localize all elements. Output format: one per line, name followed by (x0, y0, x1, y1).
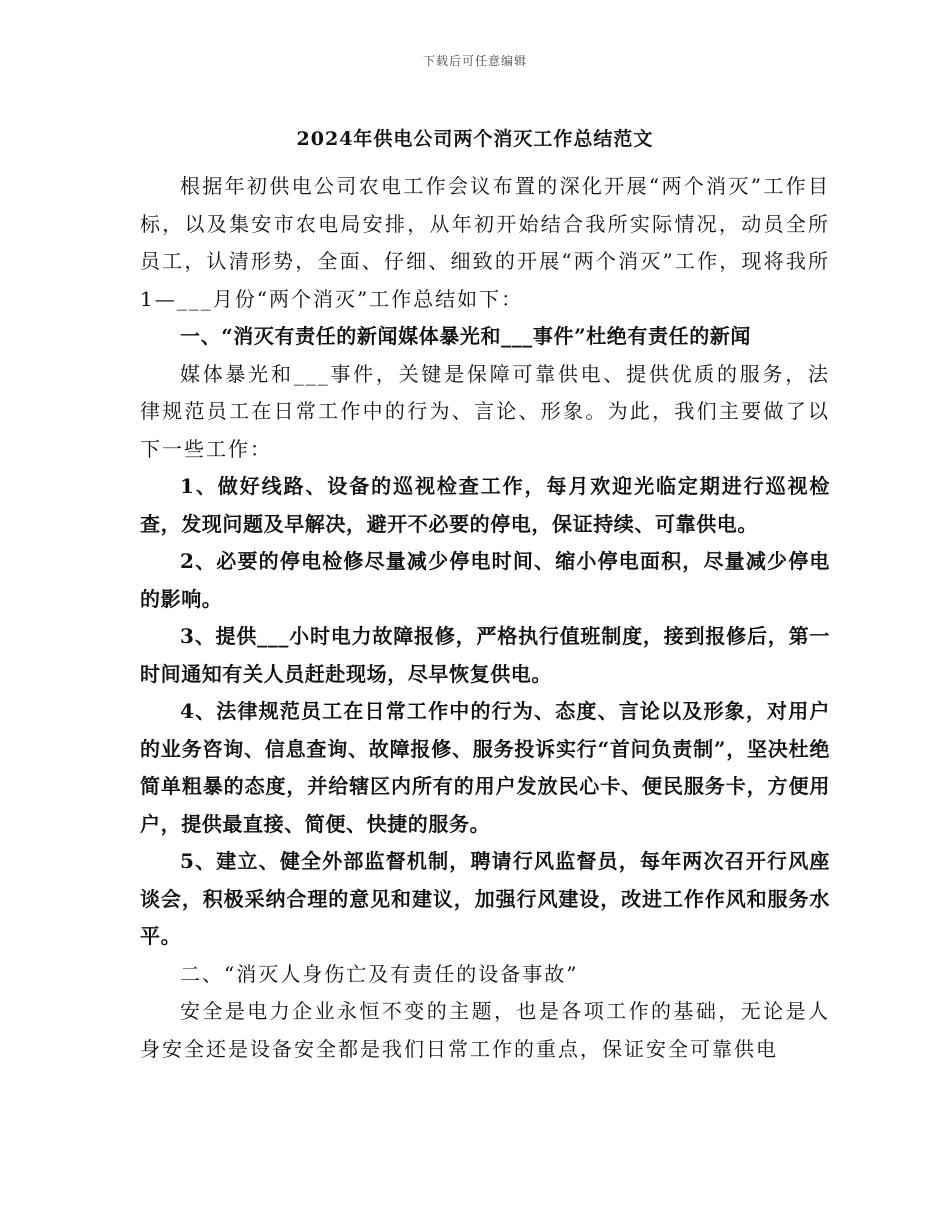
section-2-paragraph: 安全是电力企业永恒不变的主题，也是各项工作的基础，无论是人身安全还是设备安全都是我们日常工作的重点，保证安全可靠供电 (140, 999, 830, 1061)
item-2-paragraph: 2、必要的停电检修尽量减少停电时间、缩小停电面积，尽量减少停电的影响。 (140, 549, 830, 611)
document-body (140, 168, 830, 1068)
section-1-intro-paragraph: 媒体暴光和___事件，关键是保障可靠供电、提供优质的服务，法律规范员工在日常工作中的行为、言论、形象。为此，我们主要做了以下一些工作： (140, 361, 830, 461)
item-4-paragraph: 4、法律规范员工在日常工作中的行为、态度、言论以及形象，对用户的业务咨询、信息查询、故障报修、服务投诉实行“首问负责制”，坚决杜绝简单粗暴的态度，并给辖区内所有的用户发放民心卡、便民服务卡，方便用户，提供最直接、简便、快捷的服务。 (140, 699, 830, 836)
item-5-paragraph: 5、建立、健全外部监督机制，聘请行风监督员，每年两次召开行风座谈会，积极采纳合理的意见和建议，加强行风建设，改进工作作风和服务水平。 (140, 849, 830, 948)
section-heading-1: 一、“消灭有责任的新闻媒体暴光和___事件”杜绝有责任的新闻 (180, 324, 752, 348)
document-title: 2024年供电公司两个消灭工作总结范文 (296, 128, 654, 150)
header-note: 下载后可任意编辑 (422, 54, 527, 68)
item-3-paragraph: 3、提供___小时电力故障报修，严格执行值班制度，接到报修后，第一时间通知有关人员赶赴现场，尽早恢复供电。 (140, 624, 830, 686)
intro-paragraph: 根据年初供电公司农电工作会议布置的深化开展“两个消灭”工作目标，以及集安市农电局安排，从年初开始结合我所实际情况，动员全所员工，认清形势，全面、仔细、细致的开展“两个消灭”工作，现将我所1—___月份“两个消灭”工作总结如下： (140, 174, 830, 311)
section-heading-2: 二、“消灭人身伤亡及有责任的设备事故” (180, 961, 579, 986)
item-1-paragraph: 1、做好线路、设备的巡视检查工作，每月欢迎光临定期进行巡视检查，发现问题及早解决，避开不必要的停电，保证持续、可靠供电。 (140, 474, 830, 536)
